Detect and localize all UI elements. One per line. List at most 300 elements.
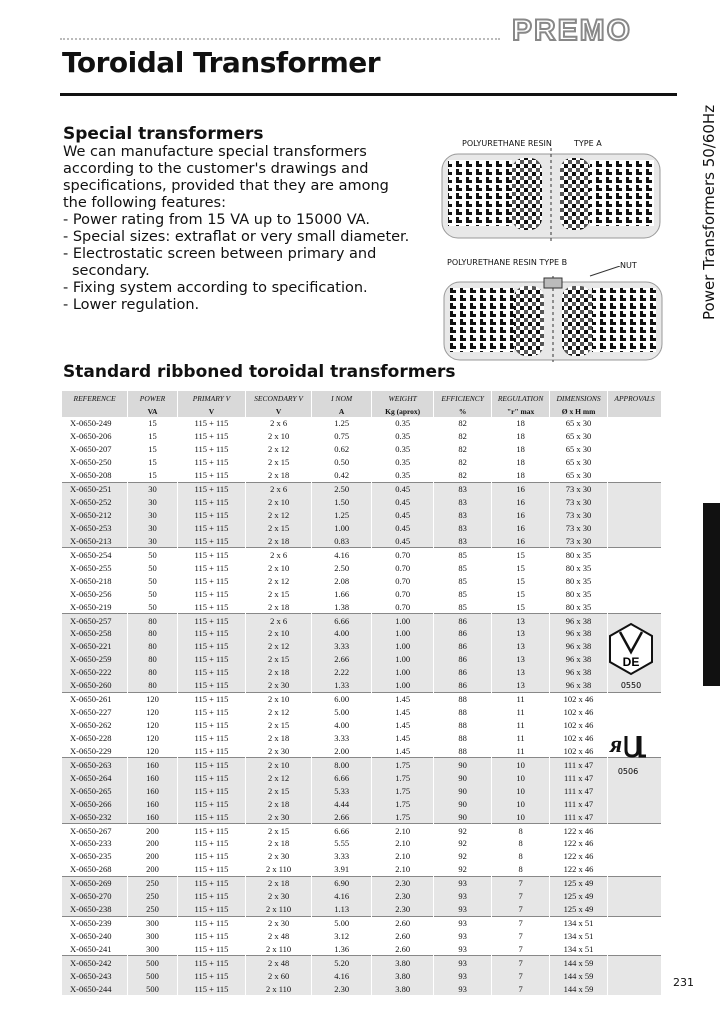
- table-cell: X-0650-240: [62, 930, 128, 943]
- table-cell: 15: [128, 430, 178, 443]
- table-cell: 85: [434, 574, 492, 587]
- table-cell: X-0650-213: [62, 534, 128, 547]
- table-cell: [608, 916, 662, 929]
- unit-header: [608, 405, 662, 417]
- table-cell: 8: [492, 837, 550, 850]
- table-cell: 120: [128, 732, 178, 745]
- table-cell: 86: [434, 627, 492, 640]
- unit-header: Ø x H mm: [550, 405, 608, 417]
- table-row: [62, 679, 662, 692]
- table-cell: 80: [128, 640, 178, 653]
- table-cell: 2 x 48: [246, 930, 312, 943]
- table-cell: [608, 824, 662, 837]
- table-cell: 50: [128, 574, 178, 587]
- table-cell: 82: [434, 430, 492, 443]
- table-cell: X-0650-264: [62, 771, 128, 784]
- special-body: [63, 144, 410, 314]
- table-cell: [608, 956, 662, 969]
- special-line: - Fixing system according to specification.: [63, 280, 368, 296]
- table-cell: 0.35: [372, 417, 434, 430]
- table-row: [62, 744, 662, 757]
- table-cell: 88: [434, 706, 492, 719]
- unit-header: A: [312, 405, 372, 417]
- table-cell: 96 x 38: [550, 653, 608, 666]
- table-cell: 2 x 30: [246, 810, 312, 823]
- table-cell: 200: [128, 824, 178, 837]
- diagram-b-nut: NUT: [620, 261, 637, 270]
- table-cell: 92: [434, 824, 492, 837]
- table-cell: 50: [128, 561, 178, 574]
- table-row: [62, 824, 662, 837]
- table-cell: 13: [492, 666, 550, 679]
- table-cell: 115 + 115: [177, 744, 245, 757]
- table-cell: 2.60: [372, 916, 434, 929]
- table-cell: 11: [492, 692, 550, 705]
- table-cell: 2 x 6: [246, 482, 312, 495]
- table-cell: X-0650-222: [62, 666, 128, 679]
- table-row: [62, 771, 662, 784]
- table-cell: [608, 969, 662, 982]
- table-cell: 120: [128, 719, 178, 732]
- table-cell: X-0650-239: [62, 916, 128, 929]
- table-cell: 3.80: [372, 956, 434, 969]
- table-cell: 115 + 115: [177, 574, 245, 587]
- table-cell: 30: [128, 534, 178, 547]
- table-cell: 82: [434, 417, 492, 430]
- table-cell: 73 x 30: [550, 496, 608, 509]
- table-cell: 18: [492, 469, 550, 482]
- table-cell: [608, 943, 662, 956]
- col-header: REFERENCE: [62, 391, 128, 405]
- table-cell: 2.10: [372, 824, 434, 837]
- table-cell: 250: [128, 890, 178, 903]
- table-cell: 1.00: [372, 640, 434, 653]
- table-cell: [608, 561, 662, 574]
- table-cell: X-0650-269: [62, 876, 128, 889]
- col-header: I NOM: [312, 391, 372, 405]
- premo-logo: PREMO: [512, 14, 633, 47]
- table-cell: 15: [492, 600, 550, 613]
- page-title: Toroidal Transformer: [62, 46, 381, 79]
- table-row: [62, 653, 662, 666]
- table-cell: 85: [434, 600, 492, 613]
- table-cell: 90: [434, 797, 492, 810]
- table-cell: 1.75: [372, 797, 434, 810]
- table-cell: X-0650-265: [62, 784, 128, 797]
- table-cell: 10: [492, 758, 550, 771]
- table-row: [62, 719, 662, 732]
- table-cell: 80: [128, 627, 178, 640]
- table-cell: 2 x 110: [246, 863, 312, 876]
- table-cell: 115 + 115: [177, 810, 245, 823]
- table-cell: 2 x 12: [246, 706, 312, 719]
- table-cell: 102 x 46: [550, 706, 608, 719]
- table-cell: 50: [128, 548, 178, 561]
- table-cell: [608, 443, 662, 456]
- table-row: [62, 903, 662, 916]
- table-cell: 5.20: [312, 956, 372, 969]
- table-cell: [608, 469, 662, 482]
- table-row: [62, 587, 662, 600]
- table-cell: 82: [434, 443, 492, 456]
- table-cell: 15: [128, 456, 178, 469]
- table-cell: 18: [492, 456, 550, 469]
- table-row: [62, 417, 662, 430]
- table-cell: [608, 482, 662, 495]
- table-cell: 2 x 12: [246, 574, 312, 587]
- table-cell: 80 x 35: [550, 561, 608, 574]
- table-cell: 1.00: [372, 653, 434, 666]
- table-cell: X-0650-219: [62, 600, 128, 613]
- table-cell: 2.50: [312, 561, 372, 574]
- table-cell: 115 + 115: [177, 522, 245, 535]
- table-cell: 2.30: [312, 982, 372, 995]
- table-cell: 2 x 12: [246, 640, 312, 653]
- table-row: [62, 574, 662, 587]
- table-cell: 115 + 115: [177, 417, 245, 430]
- table-cell: 111 x 47: [550, 758, 608, 771]
- svg-text:ᴙ: ᴙ: [610, 732, 622, 758]
- table-cell: [608, 417, 662, 430]
- table-cell: 115 + 115: [177, 837, 245, 850]
- table-cell: 92: [434, 837, 492, 850]
- table-cell: 2 x 10: [246, 627, 312, 640]
- table-cell: X-0650-257: [62, 614, 128, 627]
- table-cell: 122 x 46: [550, 863, 608, 876]
- special-line: - Lower regulation.: [63, 297, 200, 313]
- table-cell: 1.00: [372, 614, 434, 627]
- table-cell: 115 + 115: [177, 916, 245, 929]
- table-cell: 0.35: [372, 469, 434, 482]
- table-cell: 11: [492, 719, 550, 732]
- ul-approval-mark: [608, 730, 648, 780]
- table-cell: 18: [492, 430, 550, 443]
- special-line: - Special sizes: extraflat or very small diameter.: [63, 229, 410, 245]
- table-cell: 0.35: [372, 443, 434, 456]
- table-cell: 115 + 115: [177, 587, 245, 600]
- table-cell: 2 x 110: [246, 943, 312, 956]
- table-cell: 10: [492, 771, 550, 784]
- table-cell: 2 x 15: [246, 456, 312, 469]
- table-cell: [608, 930, 662, 943]
- table-row: [62, 509, 662, 522]
- table-cell: 115 + 115: [177, 640, 245, 653]
- vde-approval-mark: [606, 622, 656, 702]
- table-cell: 115 + 115: [177, 692, 245, 705]
- table-cell: 0.45: [372, 509, 434, 522]
- table-cell: X-0650-267: [62, 824, 128, 837]
- table-cell: 0.35: [372, 456, 434, 469]
- table-cell: X-0650-254: [62, 548, 128, 561]
- table-cell: 93: [434, 916, 492, 929]
- table-cell: 16: [492, 482, 550, 495]
- table-cell: 2 x 18: [246, 876, 312, 889]
- table-row: [62, 522, 662, 535]
- table-cell: 4.16: [312, 890, 372, 903]
- diagram-a-cross-section: [436, 148, 666, 242]
- table-cell: X-0650-241: [62, 943, 128, 956]
- table-cell: 13: [492, 640, 550, 653]
- table-cell: 200: [128, 837, 178, 850]
- table-cell: X-0650-218: [62, 574, 128, 587]
- table-cell: 5.55: [312, 837, 372, 850]
- table-row: [62, 640, 662, 653]
- table-cell: 2 x 30: [246, 890, 312, 903]
- table-cell: 0.50: [312, 456, 372, 469]
- table-cell: [608, 837, 662, 850]
- table-cell: 30: [128, 482, 178, 495]
- table-cell: 200: [128, 863, 178, 876]
- table-cell: 2 x 10: [246, 430, 312, 443]
- table-cell: 88: [434, 744, 492, 757]
- table-cell: 1.00: [372, 679, 434, 692]
- table-cell: 80 x 35: [550, 574, 608, 587]
- table-cell: 0.83: [312, 534, 372, 547]
- table-cell: X-0650-238: [62, 903, 128, 916]
- unit-header: V: [246, 405, 312, 417]
- table-cell: X-0650-221: [62, 640, 128, 653]
- table-cell: 5.00: [312, 916, 372, 929]
- table-cell: 10: [492, 810, 550, 823]
- table-cell: 15: [492, 574, 550, 587]
- unit-header: V: [177, 405, 245, 417]
- table-cell: 7: [492, 969, 550, 982]
- table-row: [62, 916, 662, 929]
- transformer-table: [62, 391, 662, 995]
- table-row: [62, 784, 662, 797]
- table-cell: X-0650-208: [62, 469, 128, 482]
- table-cell: 8: [492, 824, 550, 837]
- table-cell: 7: [492, 916, 550, 929]
- table-cell: [608, 903, 662, 916]
- table-cell: X-0650-268: [62, 863, 128, 876]
- table-cell: X-0650-232: [62, 810, 128, 823]
- table-cell: 2 x 12: [246, 509, 312, 522]
- table-cell: 160: [128, 758, 178, 771]
- table-cell: 7: [492, 890, 550, 903]
- table-cell: [608, 706, 662, 719]
- table-cell: 115 + 115: [177, 614, 245, 627]
- table-cell: 93: [434, 930, 492, 943]
- special-line: secondary.: [72, 263, 150, 279]
- table-cell: 2 x 15: [246, 587, 312, 600]
- table-cell: 0.70: [372, 561, 434, 574]
- table-row: [62, 561, 662, 574]
- table-cell: 65 x 30: [550, 430, 608, 443]
- special-line: - Power rating from 15 VA up to 15000 VA.: [63, 212, 370, 228]
- table-row: [62, 837, 662, 850]
- table-cell: 65 x 30: [550, 469, 608, 482]
- special-heading: Special transformers: [63, 124, 264, 144]
- table-cell: 115 + 115: [177, 969, 245, 982]
- table-cell: 134 x 51: [550, 930, 608, 943]
- table-cell: 125 x 49: [550, 903, 608, 916]
- table-cell: 134 x 51: [550, 916, 608, 929]
- table-cell: 115 + 115: [177, 903, 245, 916]
- table-units-row: [62, 405, 662, 417]
- table-cell: 115 + 115: [177, 876, 245, 889]
- table-cell: [608, 600, 662, 613]
- table-cell: [608, 797, 662, 810]
- table-cell: 4.00: [312, 627, 372, 640]
- table-cell: 88: [434, 719, 492, 732]
- table-cell: 18: [492, 443, 550, 456]
- table-cell: 86: [434, 653, 492, 666]
- table-cell: 2 x 110: [246, 982, 312, 995]
- table-cell: 15: [492, 548, 550, 561]
- table-cell: X-0650-243: [62, 969, 128, 982]
- unit-header: [62, 405, 128, 417]
- table-cell: 73 x 30: [550, 522, 608, 535]
- table-cell: 144 x 59: [550, 956, 608, 969]
- table-cell: 13: [492, 653, 550, 666]
- table-cell: 8: [492, 850, 550, 863]
- table-cell: 115 + 115: [177, 943, 245, 956]
- table-cell: 3.33: [312, 850, 372, 863]
- table-cell: 1.45: [372, 692, 434, 705]
- table-cell: 2 x 10: [246, 561, 312, 574]
- table-cell: 11: [492, 706, 550, 719]
- table-cell: 2.10: [372, 850, 434, 863]
- table-cell: 15: [128, 443, 178, 456]
- table-cell: X-0650-256: [62, 587, 128, 600]
- unit-header: %: [434, 405, 492, 417]
- table-cell: 115 + 115: [177, 548, 245, 561]
- table-cell: [608, 890, 662, 903]
- table-cell: 7: [492, 876, 550, 889]
- table-cell: 115 + 115: [177, 930, 245, 943]
- table-cell: 13: [492, 679, 550, 692]
- table-cell: 115 + 115: [177, 561, 245, 574]
- table-cell: [608, 534, 662, 547]
- table-cell: [608, 574, 662, 587]
- table-row: [62, 627, 662, 640]
- table-cell: 96 x 38: [550, 679, 608, 692]
- table-cell: 5.00: [312, 706, 372, 719]
- table-cell: 15: [492, 561, 550, 574]
- standard-heading: Standard ribboned toroidal transformers: [63, 362, 456, 382]
- table-cell: 93: [434, 982, 492, 995]
- table-cell: 96 x 38: [550, 627, 608, 640]
- table-cell: 2 x 10: [246, 758, 312, 771]
- table-cell: 6.00: [312, 692, 372, 705]
- table-cell: 4.44: [312, 797, 372, 810]
- table-cell: 11: [492, 744, 550, 757]
- table-cell: 1.00: [372, 627, 434, 640]
- table-cell: 80 x 35: [550, 600, 608, 613]
- table-cell: 11: [492, 732, 550, 745]
- table-cell: 2.60: [372, 930, 434, 943]
- table-cell: 115 + 115: [177, 850, 245, 863]
- table-cell: X-0650-206: [62, 430, 128, 443]
- table-cell: 50: [128, 587, 178, 600]
- table-row: [62, 496, 662, 509]
- table-row: [62, 930, 662, 943]
- table-cell: X-0650-249: [62, 417, 128, 430]
- table-cell: 10: [492, 797, 550, 810]
- table-cell: 85: [434, 587, 492, 600]
- table-cell: 2.66: [312, 810, 372, 823]
- table-cell: 13: [492, 627, 550, 640]
- table-cell: 115 + 115: [177, 534, 245, 547]
- table-cell: 16: [492, 522, 550, 535]
- table-row: [62, 614, 662, 627]
- table-cell: 2.66: [312, 653, 372, 666]
- table-cell: 134 x 51: [550, 943, 608, 956]
- table-cell: 93: [434, 876, 492, 889]
- table-cell: [608, 509, 662, 522]
- table-cell: 102 x 46: [550, 732, 608, 745]
- table-cell: 144 x 59: [550, 982, 608, 995]
- table-cell: 125 x 49: [550, 890, 608, 903]
- table-cell: 0.70: [372, 548, 434, 561]
- unit-header: VA: [128, 405, 178, 417]
- table-cell: X-0650-259: [62, 653, 128, 666]
- table-cell: 2 x 15: [246, 719, 312, 732]
- table-cell: 15: [492, 587, 550, 600]
- table-cell: 1.38: [312, 600, 372, 613]
- table-cell: 15: [128, 417, 178, 430]
- col-header: APPROVALS: [608, 391, 662, 405]
- table-cell: 115 + 115: [177, 956, 245, 969]
- vde-code: 0550: [620, 681, 642, 690]
- table-cell: [608, 863, 662, 876]
- table-cell: [608, 850, 662, 863]
- table-cell: 1.75: [372, 784, 434, 797]
- table-cell: 115 + 115: [177, 456, 245, 469]
- table-cell: 2 x 15: [246, 784, 312, 797]
- table-cell: 120: [128, 744, 178, 757]
- table-cell: 0.35: [372, 430, 434, 443]
- table-cell: 88: [434, 732, 492, 745]
- table-cell: X-0650-258: [62, 627, 128, 640]
- table-cell: 2.00: [312, 744, 372, 757]
- unit-header: "r" max: [492, 405, 550, 417]
- table-cell: 2.50: [312, 482, 372, 495]
- table-cell: 96 x 38: [550, 614, 608, 627]
- table-cell: 88: [434, 692, 492, 705]
- table-cell: [608, 548, 662, 561]
- table-cell: X-0650-227: [62, 706, 128, 719]
- table-cell: 250: [128, 876, 178, 889]
- table-cell: 2.30: [372, 890, 434, 903]
- table-row: [62, 810, 662, 823]
- table-cell: 102 x 46: [550, 719, 608, 732]
- table-cell: [608, 876, 662, 889]
- table-cell: 16: [492, 509, 550, 522]
- table-cell: 111 x 47: [550, 784, 608, 797]
- table-cell: 300: [128, 930, 178, 943]
- page-number: 231: [673, 976, 694, 989]
- table-cell: 1.45: [372, 706, 434, 719]
- table-cell: [608, 456, 662, 469]
- table-cell: X-0650-252: [62, 496, 128, 509]
- table-cell: 85: [434, 548, 492, 561]
- table-cell: 144 x 59: [550, 969, 608, 982]
- table-cell: 102 x 46: [550, 692, 608, 705]
- table-cell: [608, 496, 662, 509]
- special-line: specifications, provided that they are among: [63, 178, 389, 194]
- table-cell: 6.66: [312, 771, 372, 784]
- diagram-b-cross-section: [440, 266, 666, 362]
- table-cell: 115 + 115: [177, 653, 245, 666]
- table-cell: 30: [128, 496, 178, 509]
- table-cell: 2 x 10: [246, 496, 312, 509]
- table-cell: 30: [128, 509, 178, 522]
- table-cell: 80: [128, 653, 178, 666]
- table-cell: 90: [434, 771, 492, 784]
- table-cell: 1.33: [312, 679, 372, 692]
